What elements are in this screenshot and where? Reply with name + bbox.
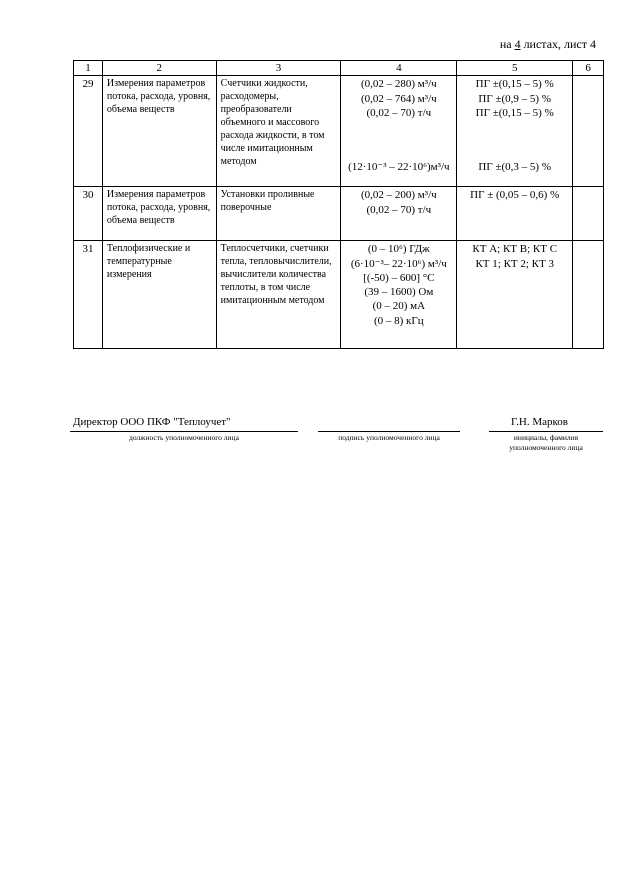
table-row xyxy=(74,187,604,241)
accuracy-class xyxy=(457,76,573,187)
table-row xyxy=(74,76,604,187)
instrument-type: Установки проливные поверочные xyxy=(216,187,341,241)
column-number: 4 xyxy=(341,61,457,76)
accuracy-value: ПГ ±(0,15 – 5) % xyxy=(475,78,554,91)
column-number-row xyxy=(74,61,604,76)
note-cell xyxy=(573,187,604,241)
range-value: (0 – 10⁶) ГДж xyxy=(367,243,430,256)
accuracy-value: ПГ ±(0,15 – 5) % xyxy=(475,106,554,119)
range-value: (0,02 – 200) м³/ч xyxy=(360,189,437,202)
note-cell xyxy=(573,76,604,187)
measurement-type: Измерения параметров потока, расхода, уровня, объема веществ xyxy=(102,187,216,241)
note-cell xyxy=(573,241,604,349)
accuracy-value: КТ 1; КТ 2; КТ 3 xyxy=(475,257,554,270)
signer-name: Г.Н. Марков xyxy=(511,416,568,428)
sheets-suffix: листах, лист 4 xyxy=(520,37,596,51)
accuracy-class xyxy=(457,187,573,241)
column-number: 1 xyxy=(74,61,103,76)
column-number: 6 xyxy=(573,61,604,76)
row-number: 31 xyxy=(74,241,103,349)
row-number: 29 xyxy=(74,76,103,187)
name-line xyxy=(489,431,603,432)
accuracy-value: ПГ ± (0,05 – 0,6) % xyxy=(470,189,560,202)
column-number: 3 xyxy=(216,61,341,76)
row-number: 30 xyxy=(74,187,103,241)
instrument-type: Теплосчетчики, счетчики тепла, тепловычислители, вычислители количества теплоты, в том числе имитационным методом xyxy=(216,241,341,349)
signer-position: Директор ООО ПКФ "Теплоучет" xyxy=(73,416,231,428)
instrument-type: Счетчики жидкости, расходомеры, преобразователи объемного и массового расхода жидкости, в том числе имитационным методом xyxy=(216,76,341,187)
accuracy-class xyxy=(457,241,573,349)
measurement-type: Теплофизические и температурные измерения xyxy=(102,241,216,349)
accuracy-value: ПГ ±(0,9 – 5) % xyxy=(478,92,552,105)
sheets-prefix: на xyxy=(499,37,515,51)
range-value: (39 – 1600) Ом xyxy=(364,286,434,299)
range-value: (0,02 – 70) т/ч xyxy=(366,106,432,119)
range-value: (0 – 8) кГц xyxy=(373,314,424,327)
measurement-type: Измерения параметров потока, расхода, уровня, объема веществ xyxy=(102,76,216,187)
position-line xyxy=(70,431,298,432)
accuracy-value: ПГ ±(0,3 – 5) % xyxy=(478,161,552,174)
accreditation-table xyxy=(73,60,604,349)
signature-caption: подпись уполномоченного лица xyxy=(338,433,440,442)
accuracy-value: КТ А; КТ В; КТ С xyxy=(472,243,558,256)
range-value: (6·10⁻³– 22·10⁶) м³/ч xyxy=(350,257,447,270)
signature-line xyxy=(318,431,460,432)
range-value: (12·10⁻³ – 22·10⁶)м³/ч xyxy=(348,161,450,174)
range-value: (0,02 – 280) м³/ч xyxy=(360,78,437,91)
table-row xyxy=(74,241,604,349)
name-caption-line: уполномоченного лица xyxy=(509,443,583,453)
position-caption: должность уполномоченного лица xyxy=(129,433,239,442)
name-caption xyxy=(489,433,603,453)
sheets-count: 4 xyxy=(514,37,521,51)
sheet-info xyxy=(500,37,596,52)
range-value: [(-50) – 600] °С xyxy=(363,271,435,284)
name-caption-line: инициалы, фамилия xyxy=(513,433,579,442)
measurement-range xyxy=(341,187,457,241)
range-value: (0,02 – 70) т/ч xyxy=(366,203,432,216)
measurement-range xyxy=(341,76,457,187)
measurement-range xyxy=(341,241,457,349)
range-value: (0,02 – 764) м³/ч xyxy=(360,92,437,105)
column-number: 5 xyxy=(457,61,573,76)
column-number: 2 xyxy=(102,61,216,76)
range-value: (0 – 20) мА xyxy=(372,300,426,313)
